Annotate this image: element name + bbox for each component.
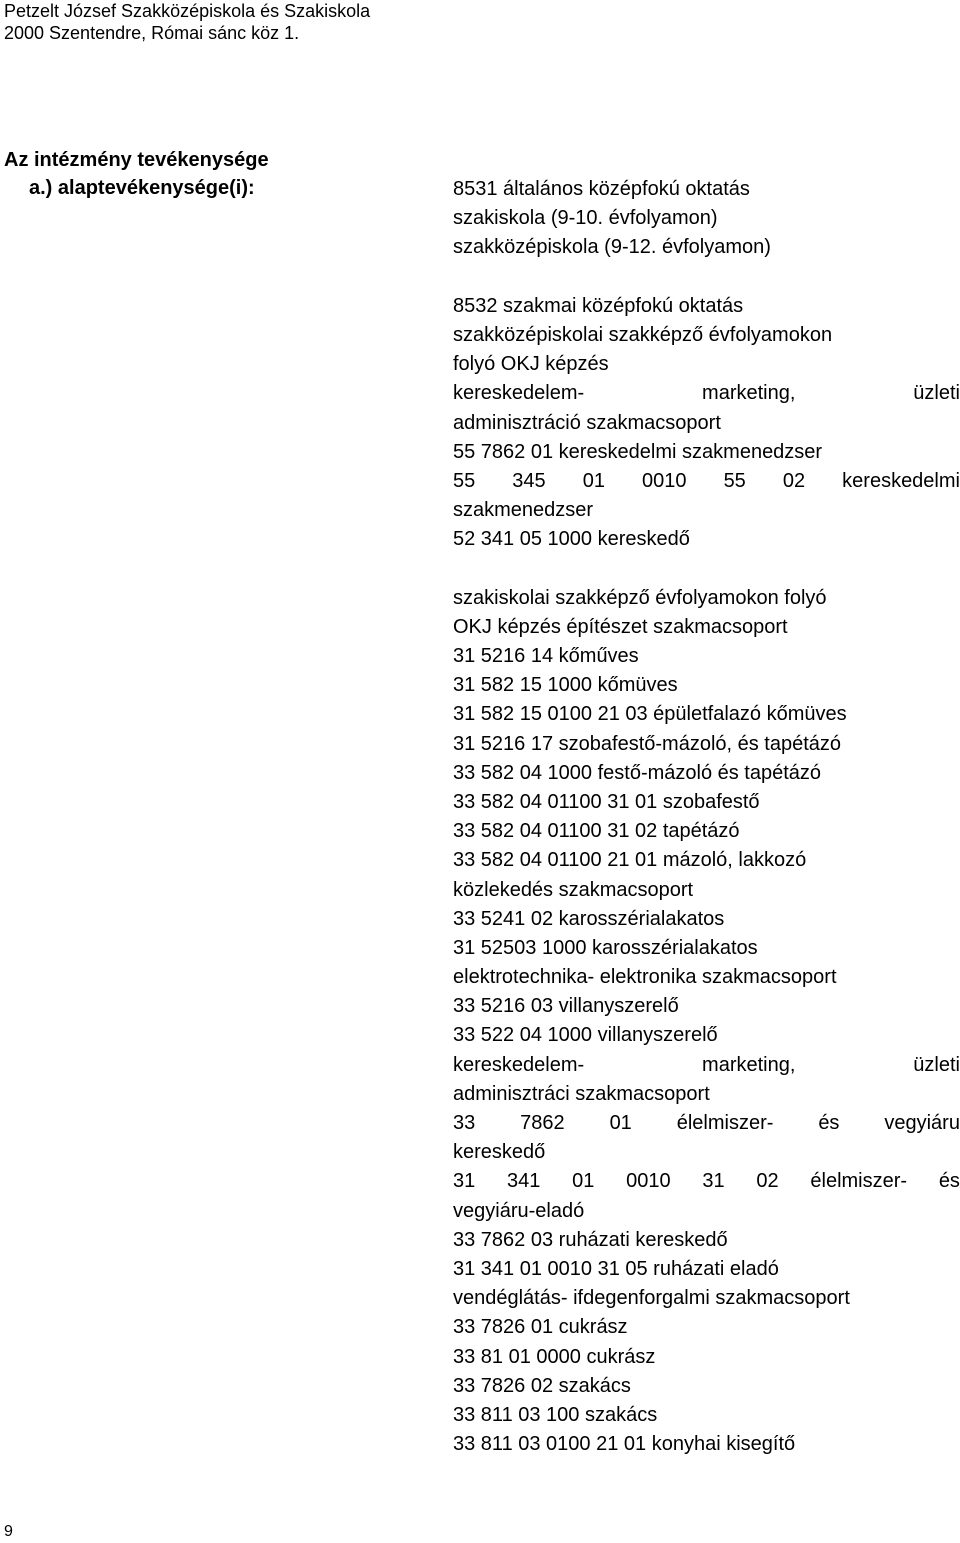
content-line: 33 582 04 01100 31 02 tapétázó xyxy=(453,820,740,843)
justified-line xyxy=(453,467,960,496)
justified-line xyxy=(453,1167,960,1196)
word: 02 xyxy=(782,469,806,492)
content-line: 33 7826 02 szakács xyxy=(453,1374,631,1397)
content-line: 31 5216 17 szobafestő-mázoló, és tapétázó xyxy=(453,732,842,755)
word: marketing, xyxy=(702,382,796,405)
word: 0010 xyxy=(626,1170,671,1193)
word: 02 xyxy=(756,1170,779,1193)
word: 31 xyxy=(453,1170,476,1193)
content-line: 33 5216 03 villanyszerelő xyxy=(453,995,679,1018)
content-line: vegyiáru-eladó xyxy=(453,1199,585,1222)
content-line: kereskedő xyxy=(453,1141,546,1164)
justified-line xyxy=(453,1051,960,1080)
content-line: 31 582 15 0100 21 03 épületfalazó kőmüves xyxy=(453,703,847,726)
content-line: 31 5216 14 kőműves xyxy=(453,645,639,667)
page-number: 9 xyxy=(4,1523,13,1540)
word: 7862 xyxy=(520,1112,565,1134)
spacer xyxy=(453,263,960,292)
word: üzleti xyxy=(913,1053,960,1076)
page-header xyxy=(4,0,370,44)
section-title: Az intézmény tevékenysége xyxy=(4,149,269,171)
core-activities-label: a.) alaptevékenysége(i): xyxy=(29,177,255,199)
content-line: OKJ képzés építészet szakmacsoport xyxy=(453,615,788,638)
content-line: folyó OKJ képzés xyxy=(453,353,609,376)
content-line: 31 341 01 0010 31 05 ruházati eladó xyxy=(453,1257,779,1280)
word: élelmiszer- xyxy=(810,1170,908,1193)
word: kereskedelem- xyxy=(453,1053,585,1076)
school-address: 2000 Szentendre, Római sánc köz 1. xyxy=(4,23,300,43)
content-line: szakiskolai szakképző évfolyamokon folyó xyxy=(453,586,827,609)
content-line: adminisztráci szakmacsoport xyxy=(453,1082,710,1105)
justified-line xyxy=(453,1109,960,1138)
word: 01 xyxy=(572,1170,595,1193)
word: 01 xyxy=(582,469,605,492)
word: kereskedelem- xyxy=(453,382,585,405)
content-line: 33 7826 01 cukrász xyxy=(453,1316,628,1339)
word: 55 xyxy=(453,469,476,492)
content-line: 33 582 04 01100 21 01 mázoló, lakkozó xyxy=(453,849,807,872)
content-line: 33 811 03 100 szakács xyxy=(453,1403,658,1426)
word: vegyiáru xyxy=(884,1112,960,1134)
content-line: közlekedés szakmacsoport xyxy=(453,878,694,901)
word: élelmiszer- xyxy=(676,1112,774,1134)
content-line: 8532 szakmai középfokú oktatás xyxy=(453,294,744,317)
content-line: 33 81 01 0000 cukrász xyxy=(453,1345,656,1368)
content-line: 52 341 05 1000 kereskedő xyxy=(453,528,690,551)
content-line: elektrotechnika- elektronika szakmacsoport xyxy=(453,966,837,989)
content-line: 33 5241 02 karosszérialakatos xyxy=(453,907,725,930)
word: 55 xyxy=(723,469,746,492)
content-line: 55 7862 01 kereskedelmi szakmenedzser xyxy=(453,440,823,463)
content-line: szakiskola (9-10. évfolyamon) xyxy=(453,207,718,230)
content-line: vendéglátás- ifdegenforgalmi szakmacsoport xyxy=(453,1287,850,1310)
content-line: szakközépiskola (9-12. évfolyamon) xyxy=(453,236,771,259)
school-name: Petzelt József Szakközépiskola és Szakiskola xyxy=(4,1,371,21)
word: 01 xyxy=(609,1112,632,1134)
word: 345 xyxy=(512,469,546,492)
content-line: 8531 általános középfokú oktatás xyxy=(453,178,750,200)
justified-line xyxy=(453,379,960,408)
content-line: 31 582 15 1000 kőmüves xyxy=(453,674,678,697)
word: üzleti xyxy=(913,382,960,405)
spacer xyxy=(453,554,960,583)
word: 341 xyxy=(507,1170,541,1193)
content-line: 33 811 03 0100 21 01 konyhai kisegítő xyxy=(453,1433,796,1456)
content-line: 33 522 04 1000 villanyszerelő xyxy=(453,1024,718,1047)
content-line: szakmenedzser xyxy=(453,499,594,522)
word: és xyxy=(938,1170,960,1193)
word: 33 xyxy=(453,1112,476,1134)
content-line: 33 7862 03 ruházati kereskedő xyxy=(453,1228,728,1251)
word: 31 xyxy=(702,1170,725,1193)
content-line: 33 582 04 1000 festő-mázoló és tapétázó xyxy=(453,761,822,784)
word: 0010 xyxy=(642,469,687,492)
word: marketing, xyxy=(702,1053,796,1076)
content-line: szakközépiskolai szakképző évfolyamokon xyxy=(453,323,833,346)
content-line: 31 52503 1000 karosszérialakatos xyxy=(453,936,758,959)
word: kereskedelmi xyxy=(842,469,960,492)
content-line: 33 582 04 01100 31 01 szobafestő xyxy=(453,790,760,813)
word: és xyxy=(818,1112,840,1134)
content-line: adminisztráció szakmacsoport xyxy=(453,411,721,434)
activities-content xyxy=(453,175,960,1459)
